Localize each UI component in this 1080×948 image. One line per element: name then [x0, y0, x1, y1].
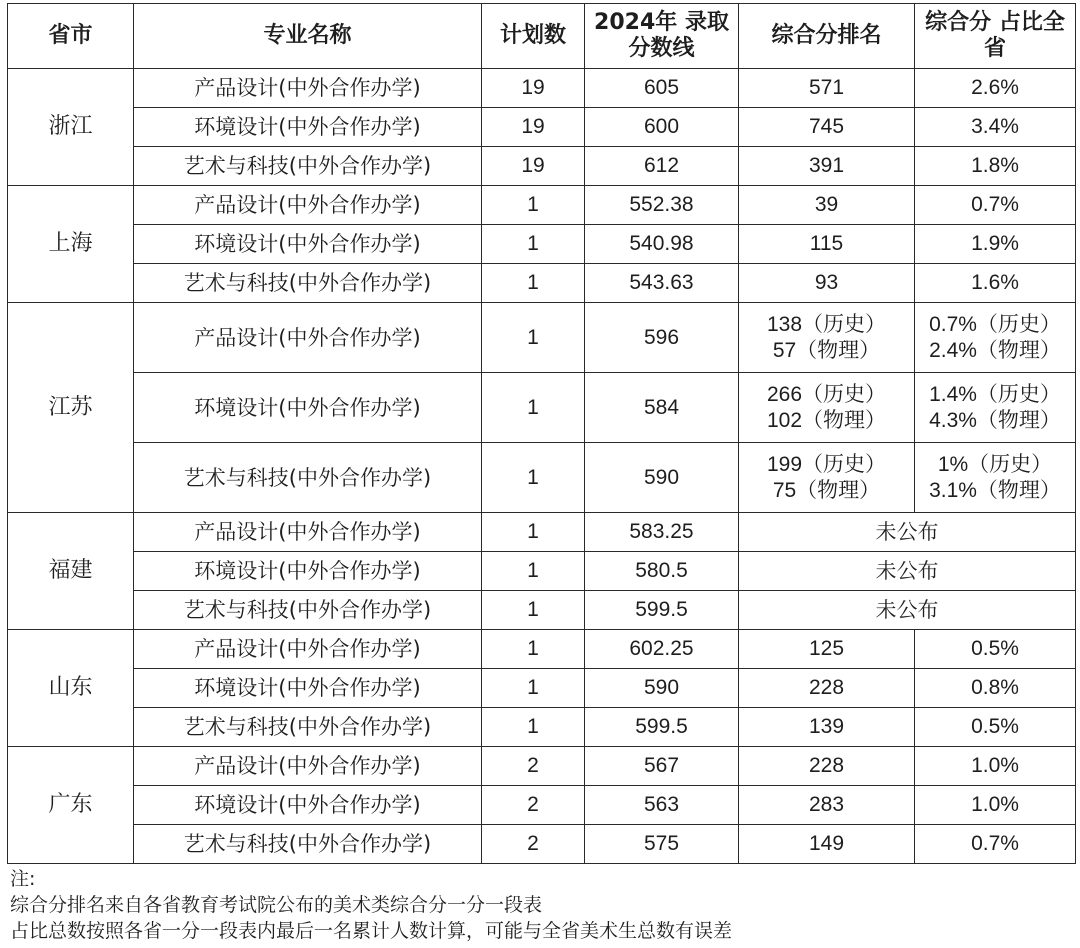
rank-cell — [739, 225, 915, 264]
percentage-cell — [915, 225, 1076, 264]
table-row — [8, 186, 1076, 225]
rank-line: 139 — [808, 715, 845, 738]
percentage-line: 1.8% — [971, 154, 1019, 177]
score-cell: 596 — [585, 303, 739, 373]
header-score-line1: 2024年 — [594, 10, 678, 35]
score-cell: 540.98 — [585, 225, 739, 264]
percentage-cell — [915, 147, 1076, 186]
major-cell: 艺术与科技(中外合作办学) — [134, 825, 482, 864]
score-cell: 590 — [585, 669, 739, 708]
rank-line: 228 — [808, 754, 845, 777]
rank-line: 745 — [808, 115, 845, 138]
plan-cell: 1 — [482, 591, 585, 630]
major-cell: 环境设计(中外合作办学) — [134, 552, 482, 591]
rank-cell — [739, 69, 915, 108]
percentage-line: 0.7%（历史） — [929, 312, 1061, 336]
plan-cell: 1 — [482, 373, 585, 443]
percentage-line: 2.6% — [971, 76, 1019, 99]
percentage-cell — [915, 786, 1076, 825]
rank-line: 149 — [808, 832, 845, 855]
percentage-cell — [915, 264, 1076, 303]
major-cell: 环境设计(中外合作办学) — [134, 786, 482, 825]
province-cell: 山东 — [8, 630, 134, 747]
table-row — [8, 443, 1076, 513]
score-cell: 552.38 — [585, 186, 739, 225]
plan-cell: 1 — [482, 708, 585, 747]
major-cell: 环境设计(中外合作办学) — [134, 225, 482, 264]
percentage-cell — [915, 630, 1076, 669]
table-row — [8, 708, 1076, 747]
score-cell: 575 — [585, 825, 739, 864]
percentage-cell — [915, 303, 1076, 373]
table-row — [8, 303, 1076, 373]
major-cell: 产品设计(中外合作办学) — [134, 69, 482, 108]
major-cell: 产品设计(中外合作办学) — [134, 303, 482, 373]
admission-table — [7, 3, 1076, 864]
plan-cell: 1 — [482, 552, 585, 591]
rank-cell — [739, 264, 915, 303]
rank-line: 75（物理） — [772, 478, 881, 502]
table-row — [8, 108, 1076, 147]
rank-line: 102（物理） — [766, 408, 887, 432]
percentage-line: 0.5% — [971, 715, 1019, 738]
province-cell: 福建 — [8, 513, 134, 630]
score-cell: 605 — [585, 69, 739, 108]
percentage-line: 0.5% — [971, 637, 1019, 660]
major-cell: 艺术与科技(中外合作办学) — [134, 264, 482, 303]
percentage-line: 3.1%（物理） — [929, 478, 1061, 502]
header-percentage — [915, 4, 1076, 69]
score-cell: 602.25 — [585, 630, 739, 669]
rank-cell — [739, 147, 915, 186]
percentage-line: 1.9% — [971, 232, 1019, 255]
table-row — [8, 147, 1076, 186]
percentage-line: 0.7% — [971, 193, 1019, 216]
rank-unpublished-cell: 未公布 — [739, 591, 1076, 630]
table-row — [8, 825, 1076, 864]
rank-line: 39 — [814, 193, 839, 216]
rank-line: 138（历史） — [766, 312, 887, 336]
percentage-cell — [915, 69, 1076, 108]
plan-cell: 19 — [482, 69, 585, 108]
score-cell: 600 — [585, 108, 739, 147]
major-cell: 艺术与科技(中外合作办学) — [134, 708, 482, 747]
table-row — [8, 552, 1076, 591]
province-cell: 上海 — [8, 186, 134, 303]
rank-cell — [739, 825, 915, 864]
rank-line: 115 — [809, 232, 844, 255]
header-score-line2: 录取分数线 — [628, 10, 729, 61]
notes-line-1: 综合分排名来自各省教育考试院公布的美术类综合分一分一段表 — [10, 894, 543, 916]
rank-cell — [739, 108, 915, 147]
major-cell: 艺术与科技(中外合作办学) — [134, 591, 482, 630]
header-province: 省市 — [8, 4, 134, 69]
plan-cell: 2 — [482, 825, 585, 864]
major-cell: 产品设计(中外合作办学) — [134, 513, 482, 552]
major-cell: 产品设计(中外合作办学) — [134, 186, 482, 225]
plan-cell: 1 — [482, 186, 585, 225]
rank-line: 228 — [808, 676, 845, 699]
table-body — [8, 69, 1076, 864]
plan-cell: 1 — [482, 225, 585, 264]
table-row — [8, 786, 1076, 825]
rank-line: 283 — [808, 793, 845, 816]
plan-cell: 1 — [482, 443, 585, 513]
rank-line: 57（物理） — [772, 338, 881, 362]
score-cell: 590 — [585, 443, 739, 513]
rank-cell — [739, 747, 915, 786]
percentage-line: 1.0% — [971, 754, 1019, 777]
rank-cell — [739, 373, 915, 443]
rank-line: 93 — [814, 271, 839, 294]
percentage-cell — [915, 108, 1076, 147]
percentage-line: 0.8% — [971, 676, 1019, 699]
header-score — [585, 4, 739, 69]
percentage-line: 1.4%（历史） — [929, 382, 1061, 406]
score-cell: 567 — [585, 747, 739, 786]
header-row — [8, 4, 1076, 69]
table-row — [8, 69, 1076, 108]
notes-heading: 注: — [10, 868, 36, 890]
rank-line: 571 — [808, 76, 845, 99]
percentage-line: 1.6% — [971, 271, 1019, 294]
percentage-cell — [915, 443, 1076, 513]
rank-line: 125 — [808, 637, 845, 660]
percentage-line: 1%（历史） — [937, 452, 1053, 476]
plan-cell: 2 — [482, 786, 585, 825]
major-cell: 环境设计(中外合作办学) — [134, 373, 482, 443]
province-cell: 浙江 — [8, 69, 134, 186]
rank-cell — [739, 708, 915, 747]
table-row — [8, 669, 1076, 708]
plan-cell: 19 — [482, 147, 585, 186]
percentage-line: 1.0% — [971, 793, 1019, 816]
plan-cell: 1 — [482, 264, 585, 303]
score-cell: 612 — [585, 147, 739, 186]
score-cell: 543.63 — [585, 264, 739, 303]
score-cell: 584 — [585, 373, 739, 443]
score-cell: 599.5 — [585, 591, 739, 630]
score-cell: 580.5 — [585, 552, 739, 591]
province-cell: 江苏 — [8, 303, 134, 513]
percentage-cell — [915, 373, 1076, 443]
plan-cell: 1 — [482, 669, 585, 708]
rank-cell — [739, 303, 915, 373]
table-row — [8, 513, 1076, 552]
percentage-line: 4.3%（物理） — [929, 408, 1061, 432]
percentage-cell — [915, 669, 1076, 708]
major-cell: 环境设计(中外合作办学) — [134, 108, 482, 147]
notes — [10, 866, 732, 944]
plan-cell: 19 — [482, 108, 585, 147]
header-pct-line2: 占比全省 — [983, 10, 1065, 61]
rank-cell — [739, 186, 915, 225]
header-major: 专业名称 — [134, 4, 482, 69]
header-rank: 综合分排名 — [739, 4, 915, 69]
table-row — [8, 591, 1076, 630]
rank-unpublished-cell: 未公布 — [739, 552, 1076, 591]
rank-cell — [739, 630, 915, 669]
major-cell: 产品设计(中外合作办学) — [134, 747, 482, 786]
plan-cell: 1 — [482, 303, 585, 373]
rank-line: 266（历史） — [766, 382, 887, 406]
plan-cell: 1 — [482, 630, 585, 669]
score-cell: 563 — [585, 786, 739, 825]
table-row — [8, 747, 1076, 786]
major-cell: 艺术与科技(中外合作办学) — [134, 443, 482, 513]
major-cell: 产品设计(中外合作办学) — [134, 630, 482, 669]
rank-line: 391 — [808, 154, 845, 177]
rank-cell — [739, 786, 915, 825]
major-cell: 环境设计(中外合作办学) — [134, 669, 482, 708]
percentage-cell — [915, 825, 1076, 864]
percentage-cell — [915, 186, 1076, 225]
notes-line-2: 占比总数按照各省一分一段表内最后一名累计人数计算，可能与全省美术生总数有误差 — [10, 920, 733, 942]
table-row — [8, 630, 1076, 669]
percentage-cell — [915, 708, 1076, 747]
rank-cell — [739, 669, 915, 708]
rank-unpublished-cell: 未公布 — [739, 513, 1076, 552]
plan-cell: 2 — [482, 747, 585, 786]
rank-cell — [739, 443, 915, 513]
table-row — [8, 264, 1076, 303]
table-row — [8, 225, 1076, 264]
rank-line: 199（历史） — [766, 452, 887, 476]
major-cell: 艺术与科技(中外合作办学) — [134, 147, 482, 186]
score-cell: 599.5 — [585, 708, 739, 747]
score-cell: 583.25 — [585, 513, 739, 552]
province-cell: 广东 — [8, 747, 134, 864]
plan-cell: 1 — [482, 513, 585, 552]
percentage-line: 0.7% — [971, 832, 1019, 855]
percentage-line: 2.4%（物理） — [929, 338, 1061, 362]
header-plan: 计划数 — [482, 4, 585, 69]
percentage-line: 3.4% — [971, 115, 1019, 138]
percentage-cell — [915, 747, 1076, 786]
table-row — [8, 373, 1076, 443]
header-pct-line1: 综合分 — [925, 10, 992, 35]
